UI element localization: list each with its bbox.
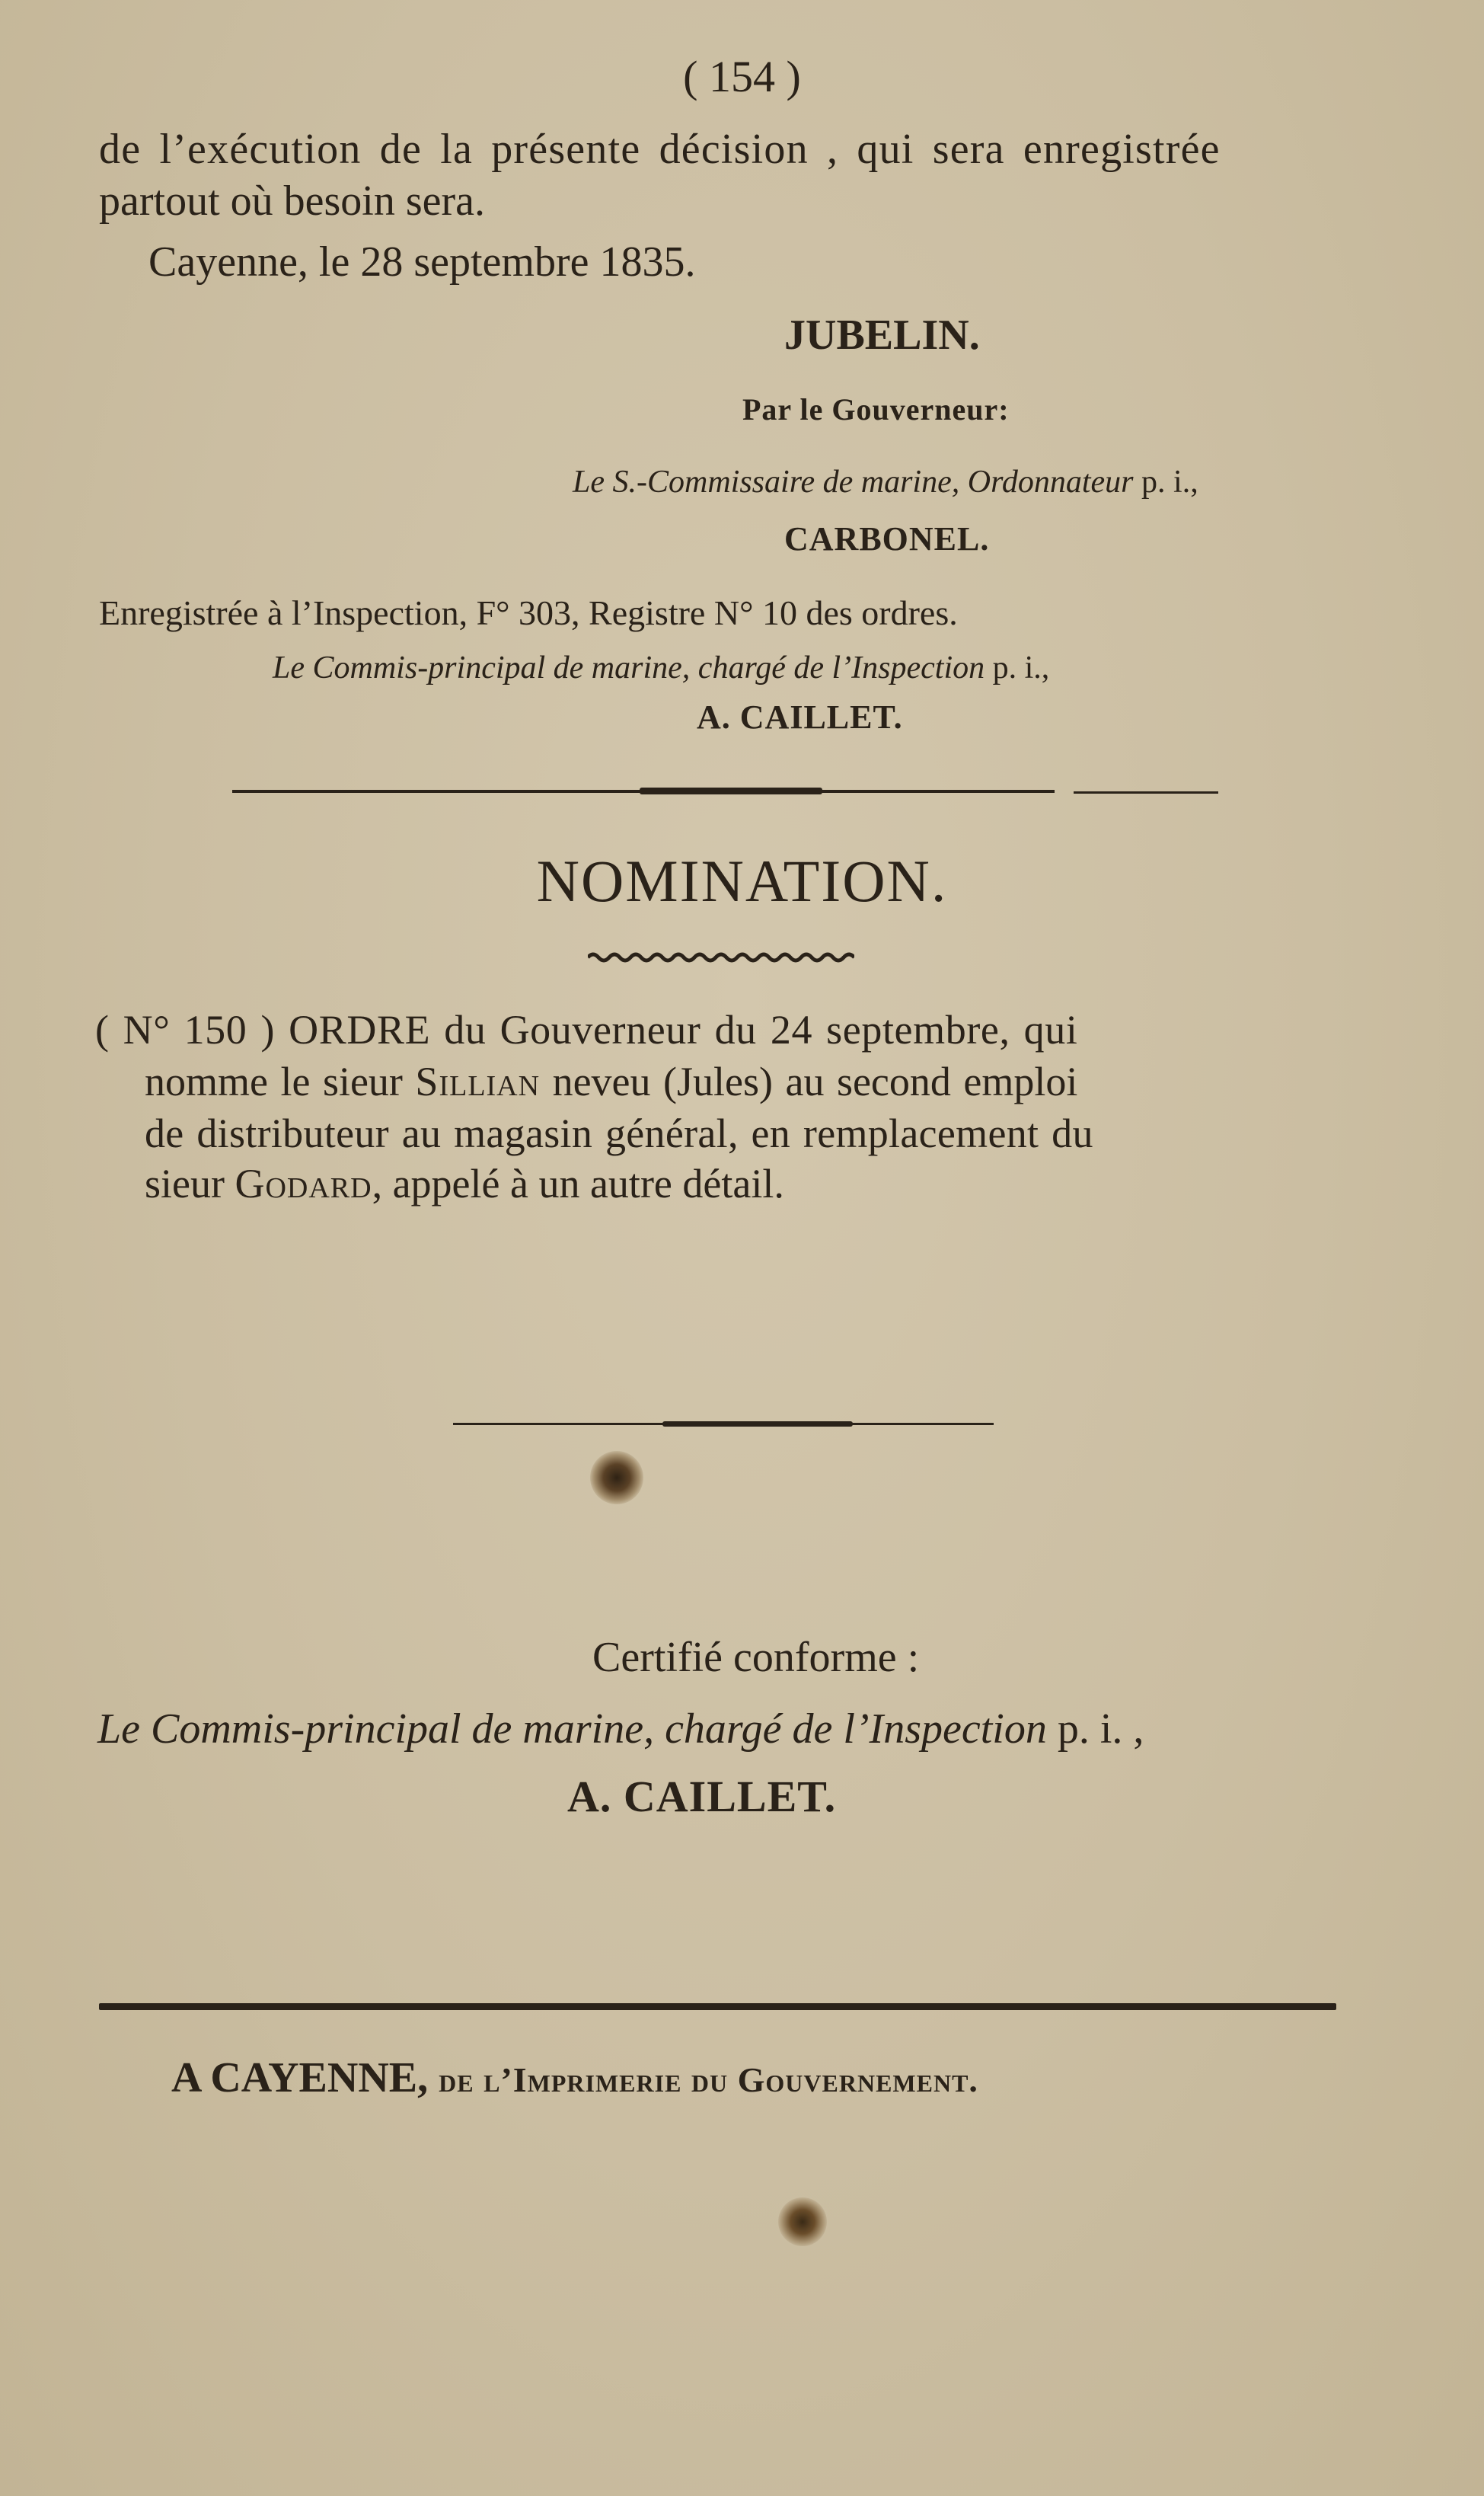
nomination-heading: NOMINATION. (536, 848, 948, 914)
order-line-2 (145, 1061, 1077, 1102)
commissaire-suffix: p. i., (1141, 465, 1198, 500)
separator-rule-short (1074, 791, 1218, 794)
order-line-2-pre: nomme le sieur (145, 1059, 416, 1104)
commis-line (273, 652, 1049, 684)
person-name-godard: Godard (235, 1161, 372, 1206)
person-name-sillian: Sillian (415, 1059, 541, 1104)
ink-stain (590, 1451, 643, 1504)
order-line-4 (145, 1163, 784, 1204)
by-governor-label: Par le Gouverneur: (742, 392, 1010, 427)
signature-jubelin: JUBELIN. (784, 312, 980, 359)
page-number: ( 154 ) (683, 52, 801, 101)
decision-date: Cayenne, le 28 septembre 1835. (148, 238, 696, 286)
order-line-4-pre: sieur (145, 1161, 235, 1206)
imprint-city: A CAYENNE, (171, 2054, 429, 2101)
certification-name: A. CAILLET. (567, 1772, 837, 1821)
certification-title-line (97, 1705, 1144, 1753)
certification-suffix: p. i. , (1057, 1705, 1144, 1753)
order-line-3: de distributeur au magasin général, en remplacement du (145, 1111, 1093, 1156)
order-line-4-post: , appelé à un autre détail. (372, 1161, 784, 1206)
decision-text-line-1: de l’exécution de la présente décision , qui sera enregistrée (99, 126, 1221, 173)
registration-note: Enregistrée à l’Inspection, F° 303, Registre N° 10 des ordres. (99, 593, 958, 632)
order-line-1: ( N° 150 ) ORDRE du Gouverneur du 24 septembre, qui (95, 1007, 1078, 1053)
separator-rule-thick (640, 788, 822, 794)
ornamental-squiggle (588, 951, 854, 964)
bottom-heavy-rule (99, 2003, 1336, 2010)
middle-rule-thick (662, 1421, 853, 1427)
commis-name: A. CAILLET. (697, 698, 903, 736)
bottom-stain (778, 2197, 827, 2246)
commis-title: Le Commis-principal de marine, chargé de l’Inspection (273, 650, 985, 686)
order-line-2-post: neveu (Jules) au second emploi (540, 1059, 1078, 1104)
decision-text-line-2: partout où besoin sera. (99, 177, 485, 225)
certified-label: Certifié conforme : (592, 1634, 920, 1681)
certification-title: Le Commis-principal de marine, chargé de l’Inspection (97, 1705, 1047, 1753)
imprint-printer: de l’Imprimerie du Gouvernement. (439, 2060, 978, 2099)
commissaire-title: Le S.-Commissaire de marine, Ordonnateur (573, 465, 1134, 500)
imprint-line (171, 2054, 978, 2101)
commissaire-name: CARBONEL. (784, 520, 990, 558)
commis-suffix: p. i., (992, 650, 1050, 686)
commissaire-line (573, 466, 1198, 498)
